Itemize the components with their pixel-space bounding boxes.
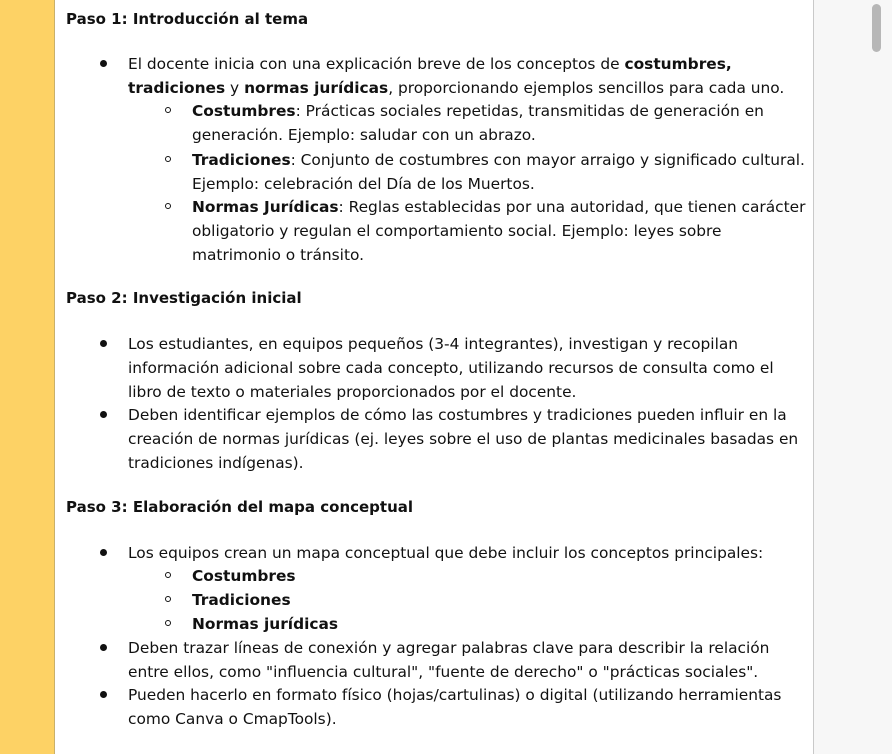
vertical-scrollbar-thumb[interactable]	[872, 4, 881, 52]
left-margin-band	[0, 0, 54, 754]
concept-item: Normas jurídicas	[192, 615, 339, 633]
concept-item: Costumbres	[192, 567, 296, 585]
intro-text-f: , proporcionando ejemplos sencillos para cada uno.	[388, 79, 785, 97]
step3-item: Pueden hacerlo en formato físico (hojas/cartulinas) o digital (utilizando herramientas como Canva o CmapTools).	[128, 686, 782, 728]
step2-item: Los estudiantes, en equipos pequeños (3-4 integrantes), investigan y recopilan información adicional sobre cada concepto, utilizando recursos de consulta como el libro de texto o materiales proporcionados por el docente.	[128, 335, 774, 401]
sub-text: : Conjunto de costumbres con mayor arraigo y significado cultural. Ejemplo: celebración del Día de los Muertos.	[192, 151, 805, 193]
bullet-icon	[100, 691, 107, 698]
sub-term: Normas Jurídicas	[192, 198, 339, 216]
intro-text-d: y	[225, 79, 245, 97]
right-gutter	[814, 0, 892, 754]
step1-heading: Paso 1: Introducción al tema	[66, 10, 309, 28]
bullet-icon	[100, 411, 107, 418]
sub-bullet-icon	[165, 572, 171, 578]
step2-item: Deben identificar ejemplos de cómo las costumbres y tradiciones pueden influir en la creación de normas jurídicas (ej. leyes sobre el uso de plantas medicinales basadas en tradiciones indígenas).	[128, 406, 799, 472]
step1-sub-item	[192, 195, 808, 267]
bullet-icon	[100, 644, 107, 651]
step1-sub-item	[192, 148, 808, 196]
sub-text: : Prácticas sociales repetidas, transmitidas de generación en generación. Ejemplo: saludar con un abrazo.	[192, 102, 764, 144]
term-normas: normas jurídicas	[244, 79, 389, 97]
bullet-icon	[100, 340, 107, 347]
sub-bullet-icon	[165, 156, 171, 162]
sub-bullet-icon	[165, 620, 171, 626]
step2-heading: Paso 2: Investigación inicial	[66, 289, 302, 307]
step3-heading: Paso 3: Elaboración del mapa conceptual	[66, 498, 414, 516]
term-costumbres: costumbres,	[624, 55, 732, 73]
term-tradiciones: tradiciones	[128, 79, 226, 97]
intro-text-a: El docente inicia con una explicación breve de los conceptos de	[128, 55, 625, 73]
bullet-icon	[100, 60, 107, 67]
step1-sub-item	[192, 99, 808, 147]
sub-bullet-icon	[165, 203, 171, 209]
sub-text: : Reglas establecidas por una autoridad, que tienen carácter obligatorio y regulan el comportamiento social. Ejemplo: leyes sobre matrimonio o tránsito.	[192, 198, 806, 264]
sub-term: Costumbres	[192, 102, 296, 120]
sub-bullet-icon	[165, 107, 171, 113]
step1-intro-item	[128, 52, 808, 100]
sub-term: Tradiciones	[192, 151, 291, 169]
step3-item: Deben trazar líneas de conexión y agregar palabras clave para describir la relación entre ellos, como "influencia cultural", "fuente de derecho" o "prácticas sociales".	[128, 639, 770, 681]
step3-item: Los equipos crean un mapa conceptual que debe incluir los conceptos principales:	[128, 544, 764, 562]
bullet-icon	[100, 549, 107, 556]
sub-bullet-icon	[165, 596, 171, 602]
concept-item: Tradiciones	[192, 591, 291, 609]
